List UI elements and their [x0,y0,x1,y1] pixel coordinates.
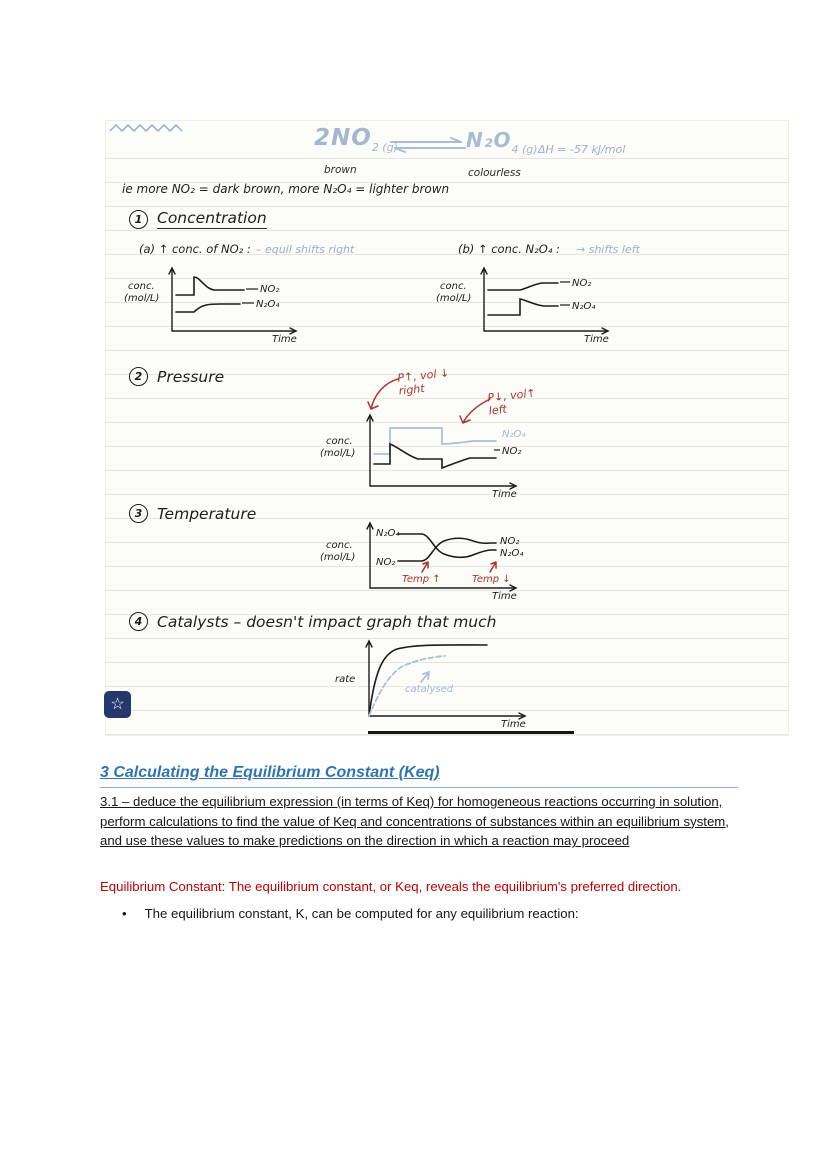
equation-product-formula: N₂O [466,128,512,152]
pressure-down-annotation: P↓, vol↑ left [486,386,537,418]
curve-label-no2-left: NO₂ [376,557,396,568]
section-3-title: Temperature [157,504,257,523]
y-axis-label-rate: rate [335,674,356,685]
cutoff-scribble [110,123,210,133]
section-1-title: Concentration [157,209,267,227]
section-2-title: Pressure [157,367,225,386]
section-pressure-header [129,367,224,386]
y-axis-label-line2: (mol/L) [320,448,356,459]
curve-label-n2o4-left: N₂O₄ [376,528,400,539]
case-b-label: (b) ↑ conc. N₂O₄ : [458,242,560,256]
image-bottom-edge [368,731,574,734]
curve-label-n2o4: N₂O₄ [256,299,280,310]
pressure-up-annotation: P↑, vol ↓ right [396,366,450,398]
curve-label-no2: NO₂ [260,284,280,295]
curve-label-no2: NO₂ [572,278,592,289]
temp-down-annotation: Temp ↓ [472,574,511,585]
y-axis-label-line2: (mol/L) [436,293,472,304]
section-1-number: 1 [129,210,148,229]
x-axis-label: Time [501,719,526,730]
section-3-number: 3 [129,504,148,523]
color-note: ie more NO₂ = dark brown, more N₂O₄ = lighter brown [122,182,450,196]
section-temperature-header [129,504,256,523]
x-axis-label: Time [492,489,517,500]
bullet-text: The equilibrium constant, K, can be computed for any equilibrium reaction: [144,906,579,921]
x-axis-label: Time [492,591,517,602]
section-heading-text: 3 Calculating the Equilibrium Constant (Keq) [100,764,440,781]
equation-reactant-formula: 2NO [314,125,372,151]
section-4-title: Catalysts – doesn't impact graph that much [157,612,497,631]
handwritten-notes-image [105,120,789,736]
x-axis-label: Time [584,334,609,345]
section-catalysts-header [129,612,496,631]
curve-label-no2-right: NO₂ [500,536,520,547]
bookmark-star-button[interactable] [104,691,131,718]
bullet-item [122,906,742,921]
case-a-annotation: – equil shifts right [256,243,355,256]
section-heading [100,764,738,788]
temperature-graph [318,514,548,602]
star-icon: ☆ [110,695,125,713]
product-color-label: colourless [468,167,521,179]
equilibrium-arrow-icon [389,137,467,153]
section-2-number: 2 [129,367,148,386]
curve-label-n2o4: N₂O₄ [572,301,596,312]
concentration-graph-a [124,259,319,344]
curve-label-n2o4-right: N₂O₄ [500,548,524,559]
catalyst-graph [329,634,579,734]
y-axis-label-line2: (mol/L) [124,293,160,304]
equation-reactant-subscript: 2 (g) [371,141,398,154]
equation-product [466,128,538,156]
equilibrium-constant-definition: Equilibrium Constant: The equilibrium constant, or Keq, reveals the equilibrium's preferred direction. [100,879,682,894]
section-4-number: 4 [129,612,148,631]
x-axis-label: Time [272,334,297,345]
y-axis-label-line1: conc. [326,540,353,551]
concentration-graph-b [436,259,631,344]
syllabus-objective: 3.1 – deduce the equilibrium expression (in terms of Keq) for homogeneous reactions occurring in solution, perform calculations to find the value of Keq and concentrations of substances within an equilibrium system, and use these values to make predictions on the direction in which a reaction may proceed [100,794,729,849]
reactant-color-label: brown [324,164,357,176]
pressure-graph [318,404,548,499]
y-axis-label-line1: conc. [326,436,353,447]
catalysed-annotation: catalysed [405,684,454,695]
equation-product-subscript: 4 (g) [511,143,538,156]
temp-up-annotation: Temp ↑ [402,574,441,585]
equation-enthalpy: ΔH = -57 kJ/mol [538,143,626,156]
bullet-marker: • [122,906,127,921]
y-axis-label-line1: conc. [440,281,467,292]
equation-reactant [314,125,398,154]
case-a-label: (a) ↑ conc. of NO₂ : [139,242,251,256]
curve-label-n2o4: N₂O₄ [502,429,526,440]
curve-label-no2: NO₂ [502,446,522,457]
case-b-annotation: → shifts left [576,243,640,256]
y-axis-label-line1: conc. [128,281,155,292]
y-axis-label-line2: (mol/L) [320,552,356,563]
section-concentration-header [129,209,267,229]
